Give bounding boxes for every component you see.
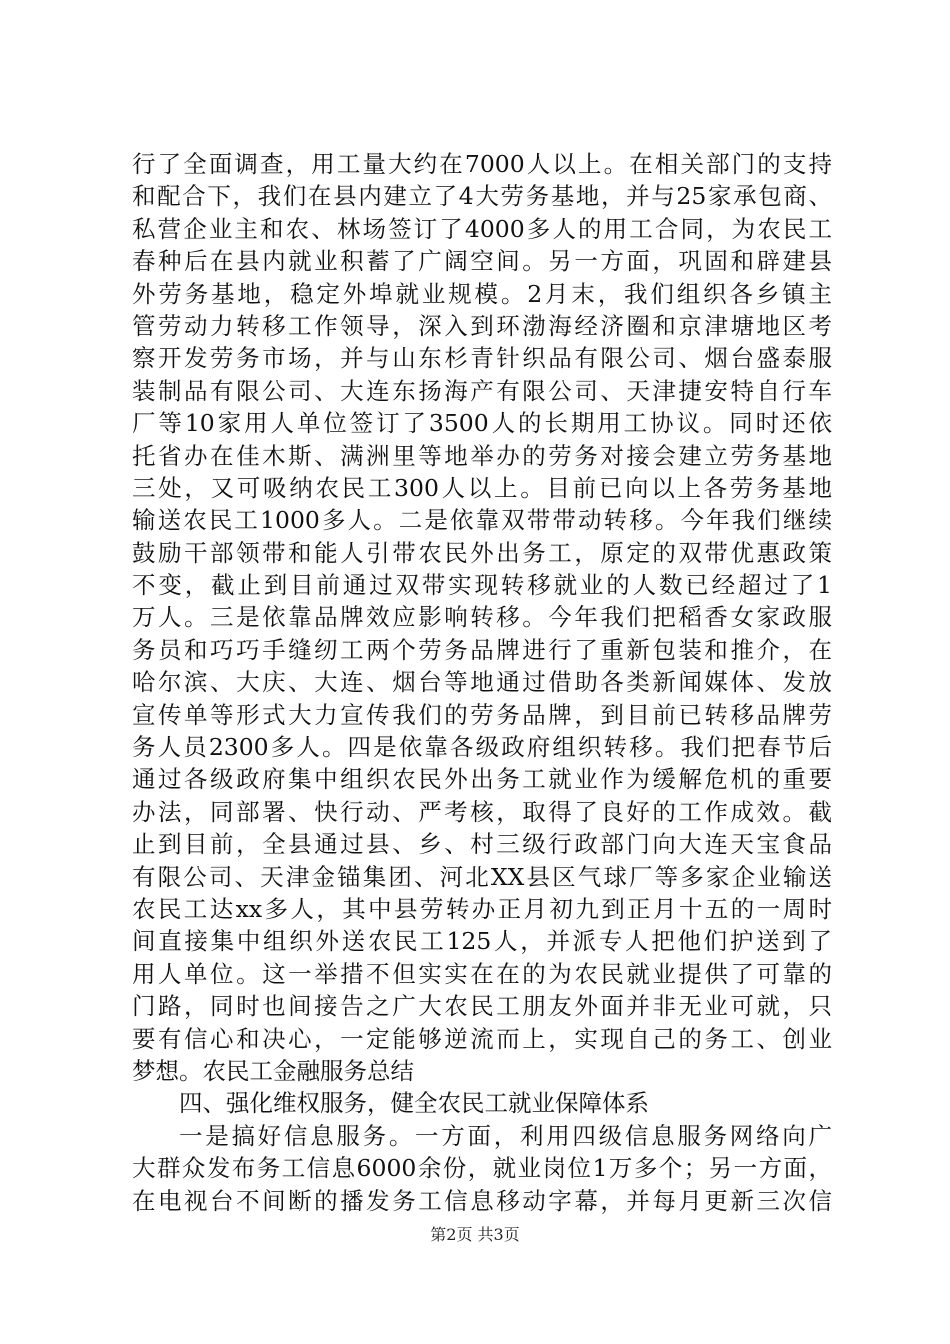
text-line: 哈尔滨、大庆、大连、烟台等地通过借助各类新闻媒体、发放 [132,668,832,697]
text-line: 农民工达xx多人，其中县劳转办正月初九到正月十五的一周时 [132,894,832,923]
text-line: 厂等10家用人单位签订了3500人的长期用工协议。同时还依 [132,409,832,438]
text-line: 管劳动力转移工作领导，深入到环渤海经济圈和京津塘地区考 [132,311,832,340]
text-line: 三处，又可吸纳农民工300人以上。目前已向以上各劳务基地 [132,473,832,502]
text-line: 宣传单等形式大力宣传我们的劳务品牌，到目前已转移品牌劳 [132,700,832,729]
text-line: 用人单位。这一举措不但实实在在的为农民就业提供了可靠的 [132,959,832,988]
page-footer: 第2页 共3页 [430,1225,520,1244]
text-line: 大群众发布务工信息6000余份，就业岗位1万多个；另一方面， [132,1154,832,1183]
text-line: 在电视台不间断的播发务工信息移动字幕，并每月更新三次信 [132,1186,832,1215]
text-line: 梦想。农民工金融服务总结 [132,1056,414,1085]
text-line: 万人。三是依靠品牌效应影响转移。今年我们把稻香女家政服 [132,603,832,632]
text-line: 办法，同部署、快行动、严考核，取得了良好的工作成效。截 [132,797,832,826]
text-line: 一是搞好信息服务。一方面，利用四级信息服务网络向广 [179,1121,832,1150]
text-line: 务人员2300多人。四是依靠各级政府组织转移。我们把春节后 [132,733,832,762]
text-line: 装制品有限公司、大连东扬海产有限公司、天津捷安特自行车 [132,376,832,405]
text-line: 察开发劳务市场，并与山东杉青针织品有限公司、烟台盛泰服 [132,344,832,373]
text-line: 行了全面调查，用工量大约在7000人以上。在相关部门的支持 [132,150,832,178]
text-line: 有限公司、天津金锚集团、河北XX县区气球厂等多家企业输送 [132,862,832,891]
text-line: 务员和巧巧手缝纫工两个劳务品牌进行了重新包装和推介，在 [132,635,832,664]
text-line: 外劳务基地，稳定外埠就业规模。2月末，我们组织各乡镇主 [132,279,832,308]
text-line: 私营企业主和农、林场签订了4000多人的用工合同，为农民工 [132,214,832,243]
text-line: 四、强化维权服务，健全农民工就业保障体系 [179,1089,649,1118]
text-line: 输送农民工1000多人。二是依靠双带带动转移。今年我们继续 [132,506,832,535]
text-line: 要有信心和决心，一定能够逆流而上，实现自己的务工、创业 [132,1024,832,1053]
text-line: 鼓励干部领带和能人引带农民外出务工，原定的双带优惠政策 [132,538,832,567]
text-line: 不变，截止到目前通过双带实现转移就业的人数已经超过了1 [132,571,832,600]
text-line: 止到目前，全县通过县、乡、村三级行政部门向大连天宝食品 [132,830,832,859]
text-line: 和配合下，我们在县内建立了4大劳务基地，并与25家承包商、 [132,182,832,211]
body-text [132,148,832,1217]
text-line: 通过各级政府集中组织农民外出务工就业作为缓解危机的重要 [132,765,832,794]
text-line: 春种后在县内就业积蓄了广阔空间。另一方面，巩固和辟建县 [132,247,832,276]
text-line: 托省办在佳木斯、满洲里等地举办的劳务对接会建立劳务基地 [132,441,832,470]
text-line: 门路，同时也间接告之广大农民工朋友外面并非无业可就，只 [132,992,832,1021]
text-line: 间直接集中组织外送农民工125人，并派专人把他们护送到了 [132,927,832,956]
